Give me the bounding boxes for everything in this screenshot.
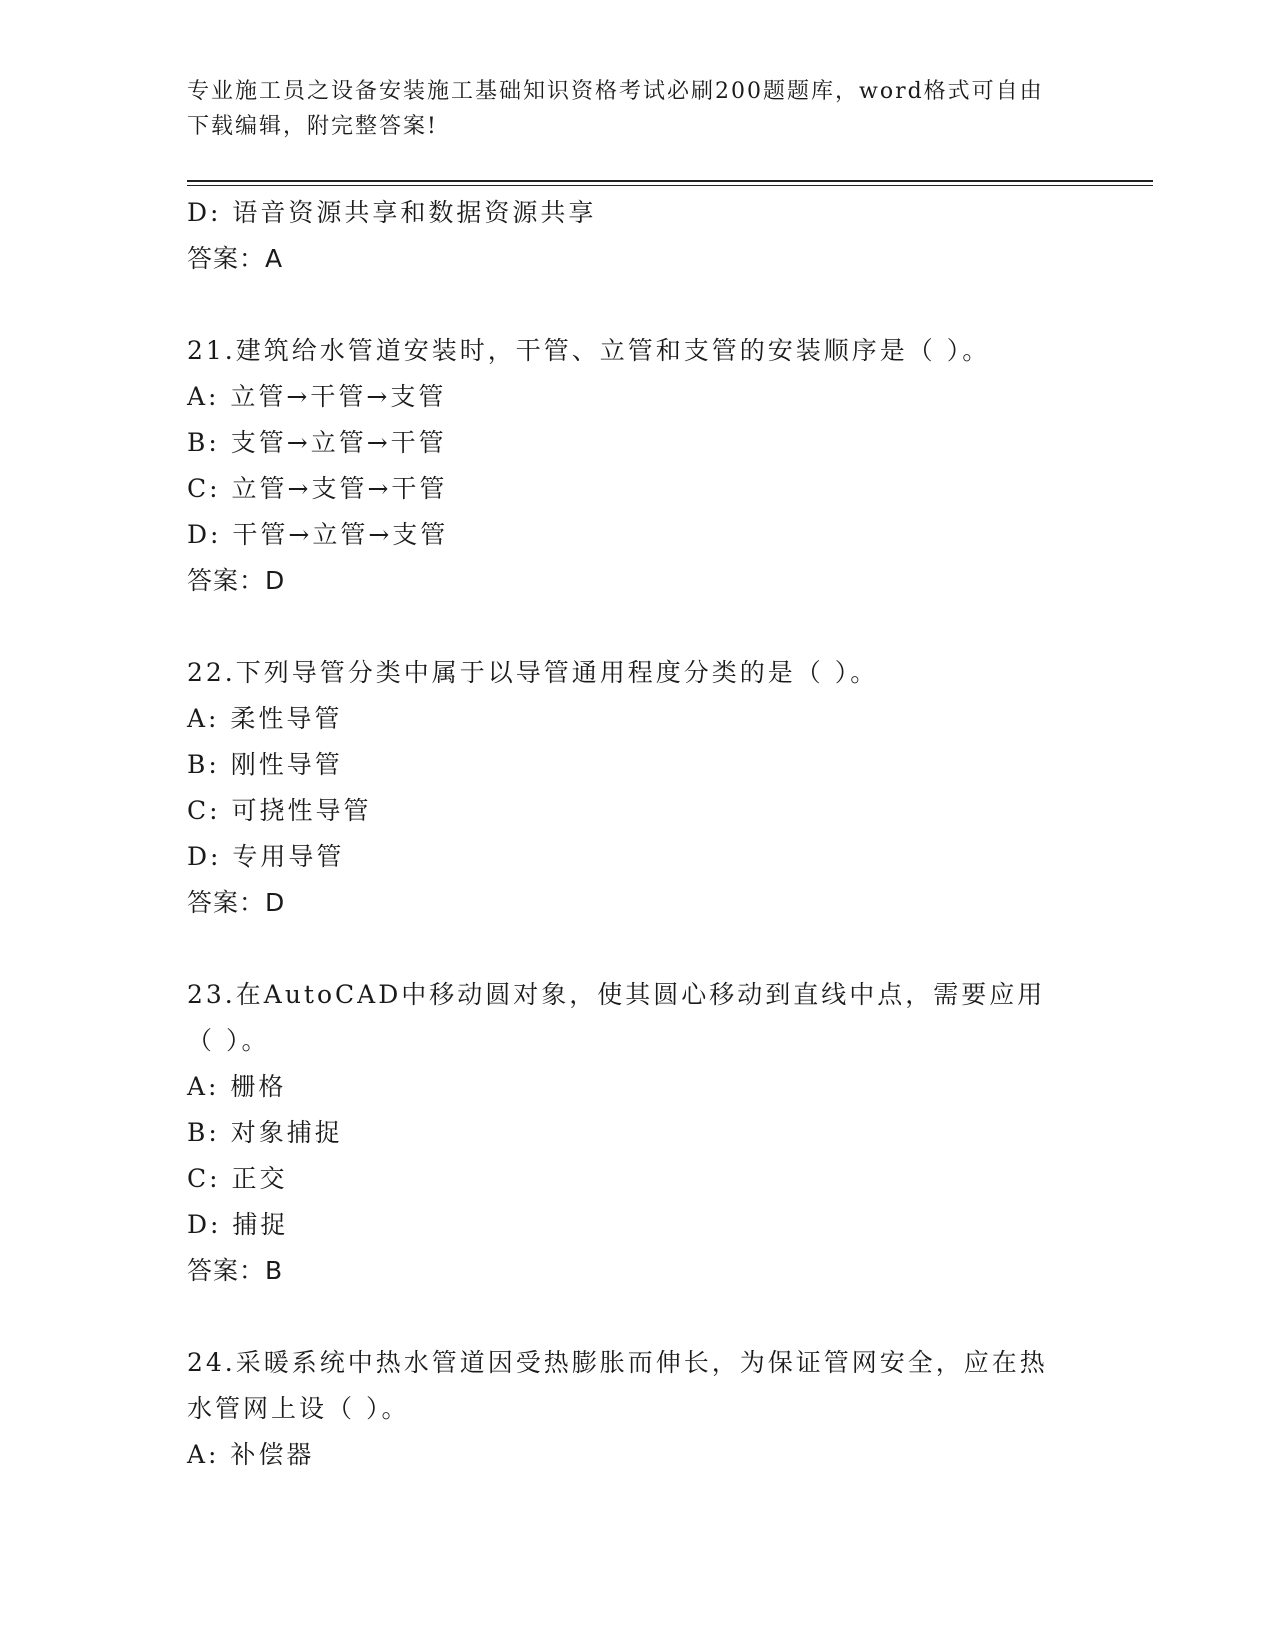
prev-option-d: D: 语音资源共享和数据资源共享 bbox=[187, 198, 597, 227]
question-21 bbox=[187, 328, 1067, 604]
prev-answer: 答案：A bbox=[187, 244, 284, 273]
answer: 答案：D bbox=[187, 888, 286, 917]
option-b: B: 刚性导管 bbox=[187, 750, 343, 779]
header-rule-thin bbox=[187, 185, 1153, 186]
option-a: A: 柔性导管 bbox=[187, 704, 343, 733]
option-a: A: 补偿器 bbox=[187, 1440, 315, 1469]
header-rule-thick bbox=[187, 180, 1153, 182]
option-c: C: 立管→支管→干管 bbox=[187, 474, 448, 503]
option-b: B: 对象捕捉 bbox=[187, 1118, 343, 1147]
question-list bbox=[187, 190, 1067, 1478]
option-a: A: 栅格 bbox=[187, 1072, 287, 1101]
question-stem: 23.在AutoCAD中移动圆对象，使其圆心移动到直线中点，需要应用（ ）。 bbox=[187, 980, 1046, 1055]
question-stem: 21.建筑给水管道安装时，干管、立管和支管的安装顺序是（ ）。 bbox=[187, 336, 991, 365]
question-22 bbox=[187, 650, 1067, 926]
option-a: A: 立管→干管→支管 bbox=[187, 382, 447, 411]
option-d: D: 专用导管 bbox=[187, 842, 345, 871]
question-24 bbox=[187, 1340, 1067, 1478]
question-stem: 22.下列导管分类中属于以导管通用程度分类的是（ ）。 bbox=[187, 658, 879, 687]
option-d: D: 干管→立管→支管 bbox=[187, 520, 449, 549]
answer: 答案：D bbox=[187, 566, 286, 595]
document-header: 专业施工员之设备安装施工基础知识资格考试必刷200题题库，word格式可自由下载编辑，附完整答案! bbox=[187, 79, 1044, 139]
option-b: B: 支管→立管→干管 bbox=[187, 428, 447, 457]
option-c: C: 正交 bbox=[187, 1164, 288, 1193]
question-stem: 24.采暖系统中热水管道因受热膨胀而伸长，为保证管网安全，应在热水管网上设（ ）。 bbox=[187, 1348, 1048, 1423]
question-23 bbox=[187, 972, 1067, 1294]
answer: 答案：B bbox=[187, 1256, 284, 1285]
option-d: D: 捕捉 bbox=[187, 1210, 289, 1239]
option-c: C: 可挠性导管 bbox=[187, 796, 372, 825]
